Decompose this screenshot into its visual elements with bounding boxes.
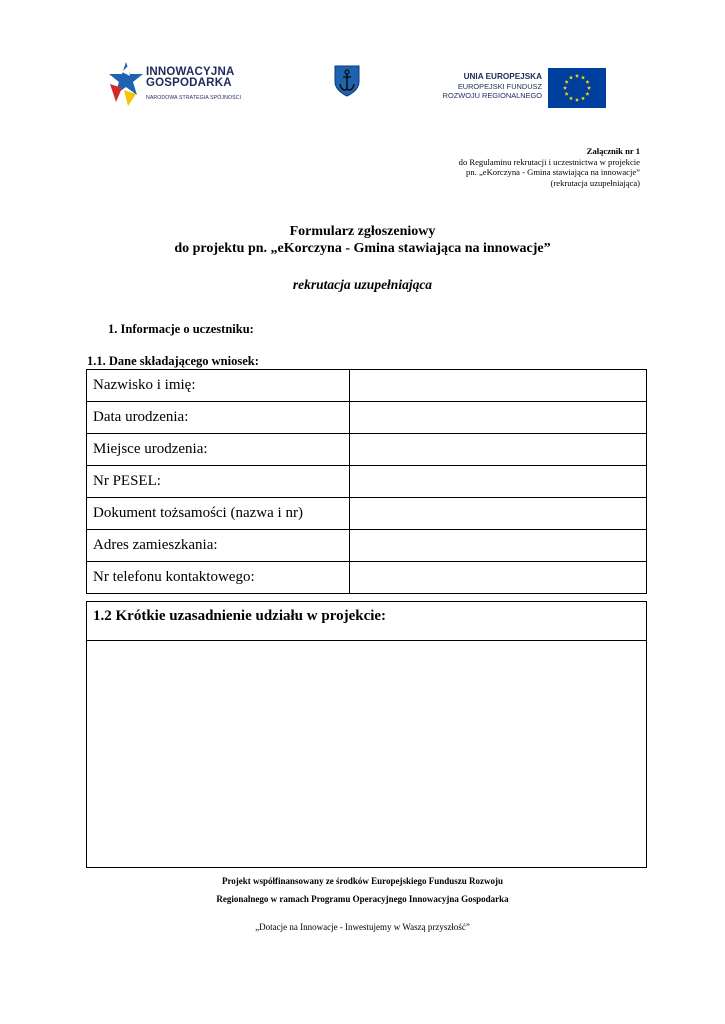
justification-field[interactable] — [87, 641, 646, 865]
eu-logo-text — [426, 72, 542, 100]
eu-line3: ROZWOJU REGIONALNEGO — [442, 91, 542, 100]
label-birth-date: Data urodzenia: — [87, 402, 350, 434]
ig-line1: INNOWACYJNA — [146, 66, 235, 78]
field-address[interactable] — [350, 530, 647, 562]
form-subtitle: rekrutacja uzupełniająca — [292, 277, 433, 292]
table-row — [87, 498, 647, 530]
field-birth-place[interactable] — [350, 434, 647, 466]
table-row — [87, 466, 647, 498]
annex-number: Załącznik nr 1 — [586, 146, 640, 156]
label-phone: Nr telefonu kontaktowego: — [87, 562, 350, 594]
footer-slogan: „Dotacje na Innowacje - Inwestujemy w Waszą przyszłość” — [255, 922, 470, 932]
field-id-document[interactable] — [350, 498, 647, 530]
footer-line1: Projekt współfinansowany ze środków Europejskiego Funduszu Rozwoju — [221, 876, 504, 886]
table-row — [87, 370, 647, 402]
ig-subtitle: NARODOWA STRATEGIA SPÓJNOŚCI — [146, 95, 242, 101]
table-row — [87, 530, 647, 562]
eu-flag-icon — [548, 68, 606, 108]
ig-logo-text — [146, 67, 234, 89]
field-pesel[interactable] — [350, 466, 647, 498]
label-address: Adres zamieszkania: — [87, 530, 350, 562]
justification-box — [86, 601, 647, 868]
eu-line2: EUROPEJSKI FUNDUSZ — [457, 82, 542, 91]
annex-line3: pn. „eKorczyna - Gmina stawiająca na innowacje” — [466, 167, 640, 177]
table-row — [87, 434, 647, 466]
section-1-2-heading: 1.2 Krótkie uzasadnienie udziału w projekcie: — [87, 602, 646, 641]
footer-line2: Regionalnego w ramach Programu Operacyjnego Innowacyjna Gospodarka — [216, 894, 509, 904]
label-name: Nazwisko i imię: — [87, 370, 350, 402]
label-id-document: Dokument tożsamości (nazwa i nr) — [87, 498, 350, 530]
annex-line2: do Regulaminu rekrutacji i uczestnictwa w projekcie — [458, 156, 640, 167]
field-birth-date[interactable] — [350, 402, 647, 434]
ig-star-icon — [106, 58, 146, 108]
form-title-line1: Formularz zgłoszeniowy — [289, 224, 436, 239]
section-1-1-heading: 1.1. Dane składającego wniosek: — [87, 354, 259, 368]
annex-line4: (rekrutacja uzupełniająca) — [550, 177, 640, 188]
label-pesel: Nr PESEL: — [87, 466, 350, 498]
ig-line2: GOSPODARKA — [146, 77, 232, 89]
field-phone[interactable] — [350, 562, 647, 594]
annex-header — [459, 146, 640, 188]
section-1-heading: 1. Informacje o uczestniku: — [108, 322, 254, 336]
table-row — [87, 562, 647, 594]
field-name[interactable] — [350, 370, 647, 402]
form-title-line2: do projektu pn. „eKorczyna - Gmina stawiająca na innowacje” — [174, 241, 551, 256]
table-row — [87, 402, 647, 434]
korczyna-crest-icon — [333, 64, 361, 98]
label-birth-place: Miejsce urodzenia: — [87, 434, 350, 466]
applicant-data-table — [86, 369, 647, 594]
eu-line1: UNIA EUROPEJSKA — [463, 72, 542, 81]
innowacyjna-gospodarka-logo — [106, 58, 256, 108]
form-title — [0, 223, 725, 257]
